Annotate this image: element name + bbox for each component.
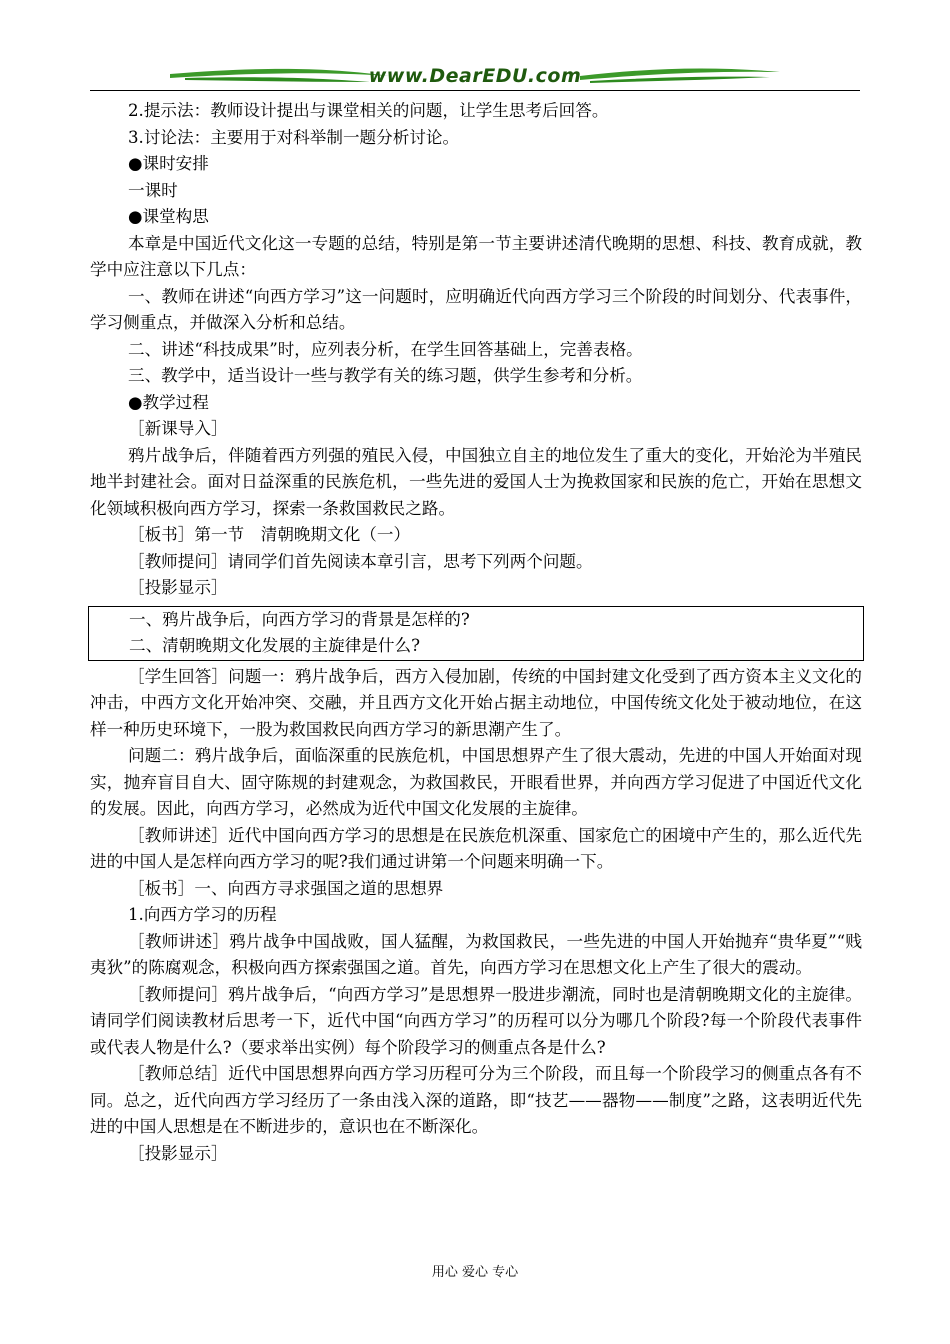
- paragraph: 鸦片战争后，伴随着西方列强的殖民入侵，中国独立自主的地位发生了重大的变化，开始沦为半殖民地半封建社会。面对日益深重的民族危机，一些先进的爱国人士为挽救国家和民族的危亡，开始在思想文化领域积极向西方学习，探索一条救国救民之路。: [90, 445, 862, 518]
- page-footer: 用心 爱心 专心: [431, 1265, 519, 1280]
- section-heading: ●教学过程: [128, 392, 209, 412]
- paragraph: 一、教师在讲述“向西方学习”这一问题时，应明确近代向西方学习三个阶段的时间划分、代表事件，学习侧重点，并做深入分析和总结。: [90, 286, 862, 332]
- text-line: 二、讲述“科技成果”时，应列表分析，在学生回答基础上，完善表格。: [128, 339, 643, 359]
- site-logo-text[interactable]: www.DearEDU.com: [368, 65, 582, 87]
- projection-question: 二、清朝晚期文化发展的主旋律是什么?: [129, 636, 420, 655]
- paragraph: ［教师讲述］鸦片战争中国战败，国人猛醒，为救国救民，一些先进的中国人开始抛弃“贵华夏”“贱夷狄”的陈腐观念，积极向西方探索强国之道。首先，向西方学习在思想文化上产生了很大的震动。: [90, 931, 862, 977]
- board-note: ［板书］第一节 清朝晚期文化（一）: [128, 525, 411, 544]
- projection-box: [88, 606, 864, 661]
- header-divider: [90, 90, 860, 91]
- paragraph: ［学生回答］问题一：鸦片战争后，西方入侵加剧，传统的中国封建文化受到了西方资本主义文化的冲击，中西方文化开始冲突、交融，并且西方文化开始占据主动地位，中国传统文化处于被动地位，在这样一种历史环境下，一股为救国救民向西方学习的新思潮产生了。: [90, 666, 862, 739]
- page-header: [90, 62, 860, 92]
- method-line: 3.讨论法：主要用于对科举制一题分析讨论。: [128, 127, 460, 147]
- paragraph: ［教师总结］近代中国思想界向西方学习历程可分为三个阶段，而且每一个阶段学习的侧重点各有不同。总之，近代向西方学习经历了一条由浅入深的道路，即“技艺——器物——制度”之路，这表明近代先进的中国人思想是在不断进步的，意识也在不断深化。: [90, 1064, 862, 1136]
- text-line: 三、教学中，适当设计一些与教学有关的练习题，供学生参考和分析。: [128, 366, 643, 385]
- paragraph: ［教师提问］鸦片战争后，“向西方学习”是思想界一股进步潮流，同时也是清朝晚期文化的主旋律。请同学们阅读教材后思考一下，近代中国“向西方学习”的历程可以分为哪几个阶段?每一个阶段代表事件或代表人物是什么?（要求举出实例）每个阶段学习的侧重点各是什么?: [90, 984, 862, 1057]
- projection-question: 一、鸦片战争后，向西方学习的背景是怎样的?: [129, 609, 470, 629]
- label-line: ［投影显示］: [128, 578, 228, 597]
- subheading: 1.向西方学习的历程: [128, 905, 277, 924]
- label-line: ［新课导入］: [128, 419, 228, 438]
- text-line: ［教师提问］请同学们首先阅读本章引言，思考下列两个问题。: [128, 551, 593, 571]
- paragraph: ［教师讲述］近代中国向西方学习的思想是在民族危机深重、国家危亡的困境中产生的，那么近代先进的中国人是怎样向西方学习的呢?我们通过讲第一个问题来明确一下。: [90, 825, 862, 871]
- method-line: 2.提示法：教师设计提出与课堂相关的问题，让学生思考后回答。: [128, 101, 609, 120]
- section-heading: ●课时安排: [128, 154, 209, 173]
- paragraph: 问题二：鸦片战争后，面临深重的民族危机，中国思想界产生了很大震动，先进的中国人开始面对现实，抛弃盲目自大、固守陈规的封建观念，为救国救民，开眼看世界，并向西方学习促进了中国近代文化的发展。因此，向西方学习，必然成为近代中国文化发展的主旋律。: [90, 746, 862, 818]
- label-line: ［投影显示］: [128, 1143, 228, 1163]
- text-line: 一课时: [128, 180, 178, 200]
- section-heading: ●课堂构思: [128, 207, 209, 226]
- document-body: [90, 98, 862, 1167]
- board-note: ［板书］一、向西方寻求强国之道的思想界: [128, 878, 444, 898]
- paragraph: 本章是中国近代文化这一专题的总结，特别是第一节主要讲述清代晚期的思想、科技、教育成就，教学中应注意以下几点：: [90, 233, 862, 279]
